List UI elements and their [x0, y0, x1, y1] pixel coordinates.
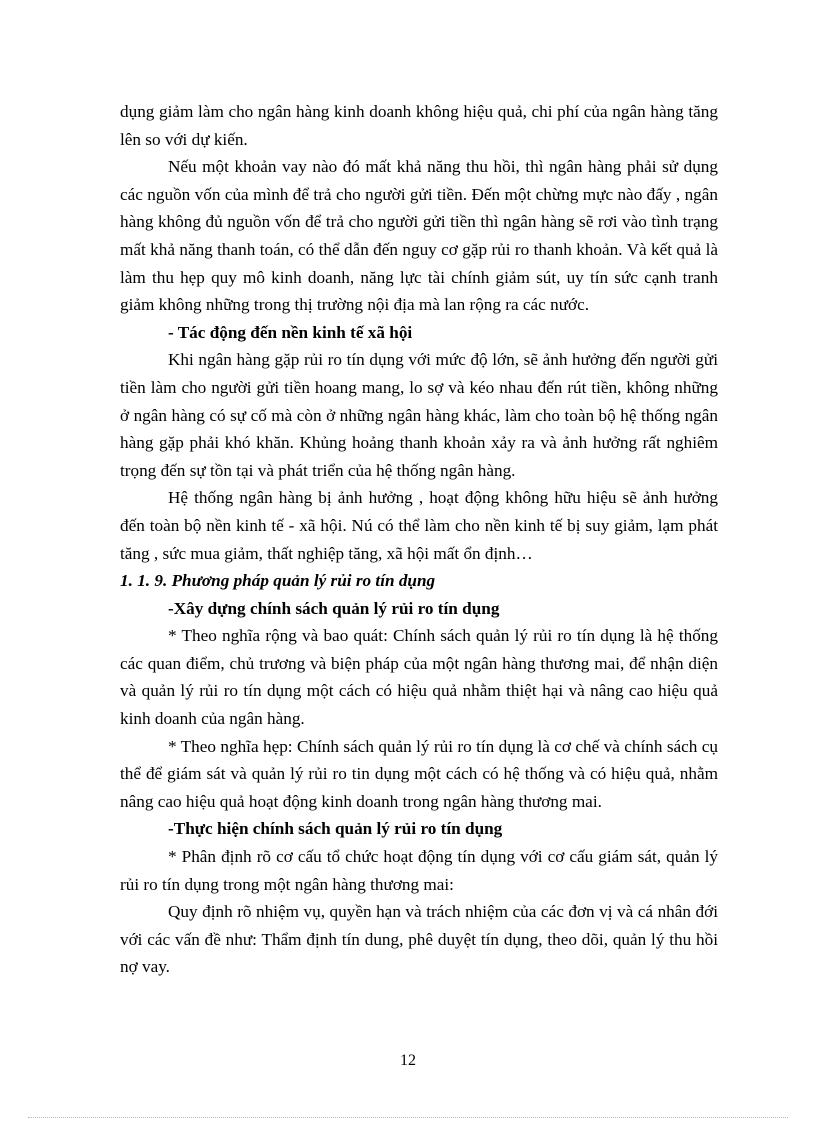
page-number: 12	[400, 1052, 416, 1069]
subheading-implement-policy: -Thực hiện chính sách quản lý rủi ro tín dụng	[168, 819, 503, 839]
section-heading-risk-management: 1. 1. 9. Phương pháp quản lý rủi ro tín dụng	[120, 571, 436, 591]
paragraph-responsibilities: Quy định rõ nhiệm vụ, quyền hạn và trách nhiệm của các đơn vị và cá nhân đới với các vấn đề như: Thẩm định tín dung, phê duyệt tín dụng, theo dõi, quản lý thu hồi nợ vay.	[120, 902, 718, 977]
subheading-build-policy: -Xây dựng chính sách quản lý rủi ro tín dụng	[168, 598, 500, 618]
subheading-economic-impact: - Tác động đến nền kinh tế xã hội	[168, 322, 413, 342]
document-body	[120, 98, 718, 981]
paragraph-narrow-definition: * Theo nghĩa hẹp: Chính sách quản lý rủi ro tín dụng là cơ chế và chính sách cụ thể để giám sát và quản lý rủi ro tin dụng một cách có hệ thống và có hiệu quả, nhằm nâng cao hiệu quả hoạt động kinh doanh trong ngân hàng thương mai.	[120, 736, 718, 811]
page-bottom-border	[28, 1117, 788, 1118]
paragraph-broad-definition: * Theo nghĩa rộng và bao quát: Chính sách quản lý rủi ro tín dụng là hệ thống các quan điểm, chủ trương và biện pháp của một ngân hàng thương mai, để nhận diện và quản lý rủi ro tín dụng một cách có hiệu quả nhằm thiệt hại và nâng cao hiệu quả kinh doanh của ngân hàng.	[120, 626, 718, 729]
paragraph-continuation: dụng giảm làm cho ngân hàng kinh doanh không hiệu quả, chi phí của ngân hàng tăng lên so với dự kiến.	[120, 102, 718, 149]
paragraph-org-structure: * Phân định rõ cơ cấu tổ chức hoạt động tín dụng với cơ cấu giám sát, quản lý rủi ro tín dụng trong một ngân hàng thương mai:	[120, 847, 718, 894]
paragraph-liquidity-risk: Nếu một khoản vay nào đó mất khả năng thu hồi, thì ngân hàng phải sử dụng các nguồn vốn của mình để trả cho người gửi tiền. Đến một chừng mực nào đấy , ngân hàng không đủ nguồn vốn để trả cho người gửi tiền thì ngân hàng sẽ rơi vào tình trạng mất khả năng thanh toán, có thể dẫn đến nguy cơ gặp rủi ro thanh khoản. Và kết quả là làm thu hẹp quy mô kinh doanh, năng lực tài chính giảm sút, uy tín sức cạnh tranh giảm không những trong thị trường nội địa mà lan rộng ra các nước.	[120, 157, 718, 315]
paragraph-economy-effect: Hệ thống ngân hàng bị ảnh hưởng , hoạt động không hữu hiệu sẽ ảnh hưởng đến toàn bộ nền kinh tế - xã hội. Nú có thể làm cho nền kinh tế bị suy giảm, lạm phát tăng , sức mua giảm, thất nghiệp tăng, xã hội mất ổn định…	[120, 488, 718, 563]
paragraph-depositor-panic: Khi ngân hàng gặp rủi ro tín dụng với mức độ lớn, sẽ ảnh hưởng đến người gửi tiền làm cho người gửi tiền hoang mang, lo sợ và kéo nhau đến rút tiền, không những ở ngân hàng có sự cố mà còn ở những ngân hàng khác, làm cho toàn bộ hệ thống ngân hàng gặp phải khó khăn. Khủng hoảng thanh khoản xảy ra và ảnh hưởng rất nghiêm trọng đến sự tồn tại và phát triển của hệ thống ngân hàng.	[120, 350, 718, 480]
